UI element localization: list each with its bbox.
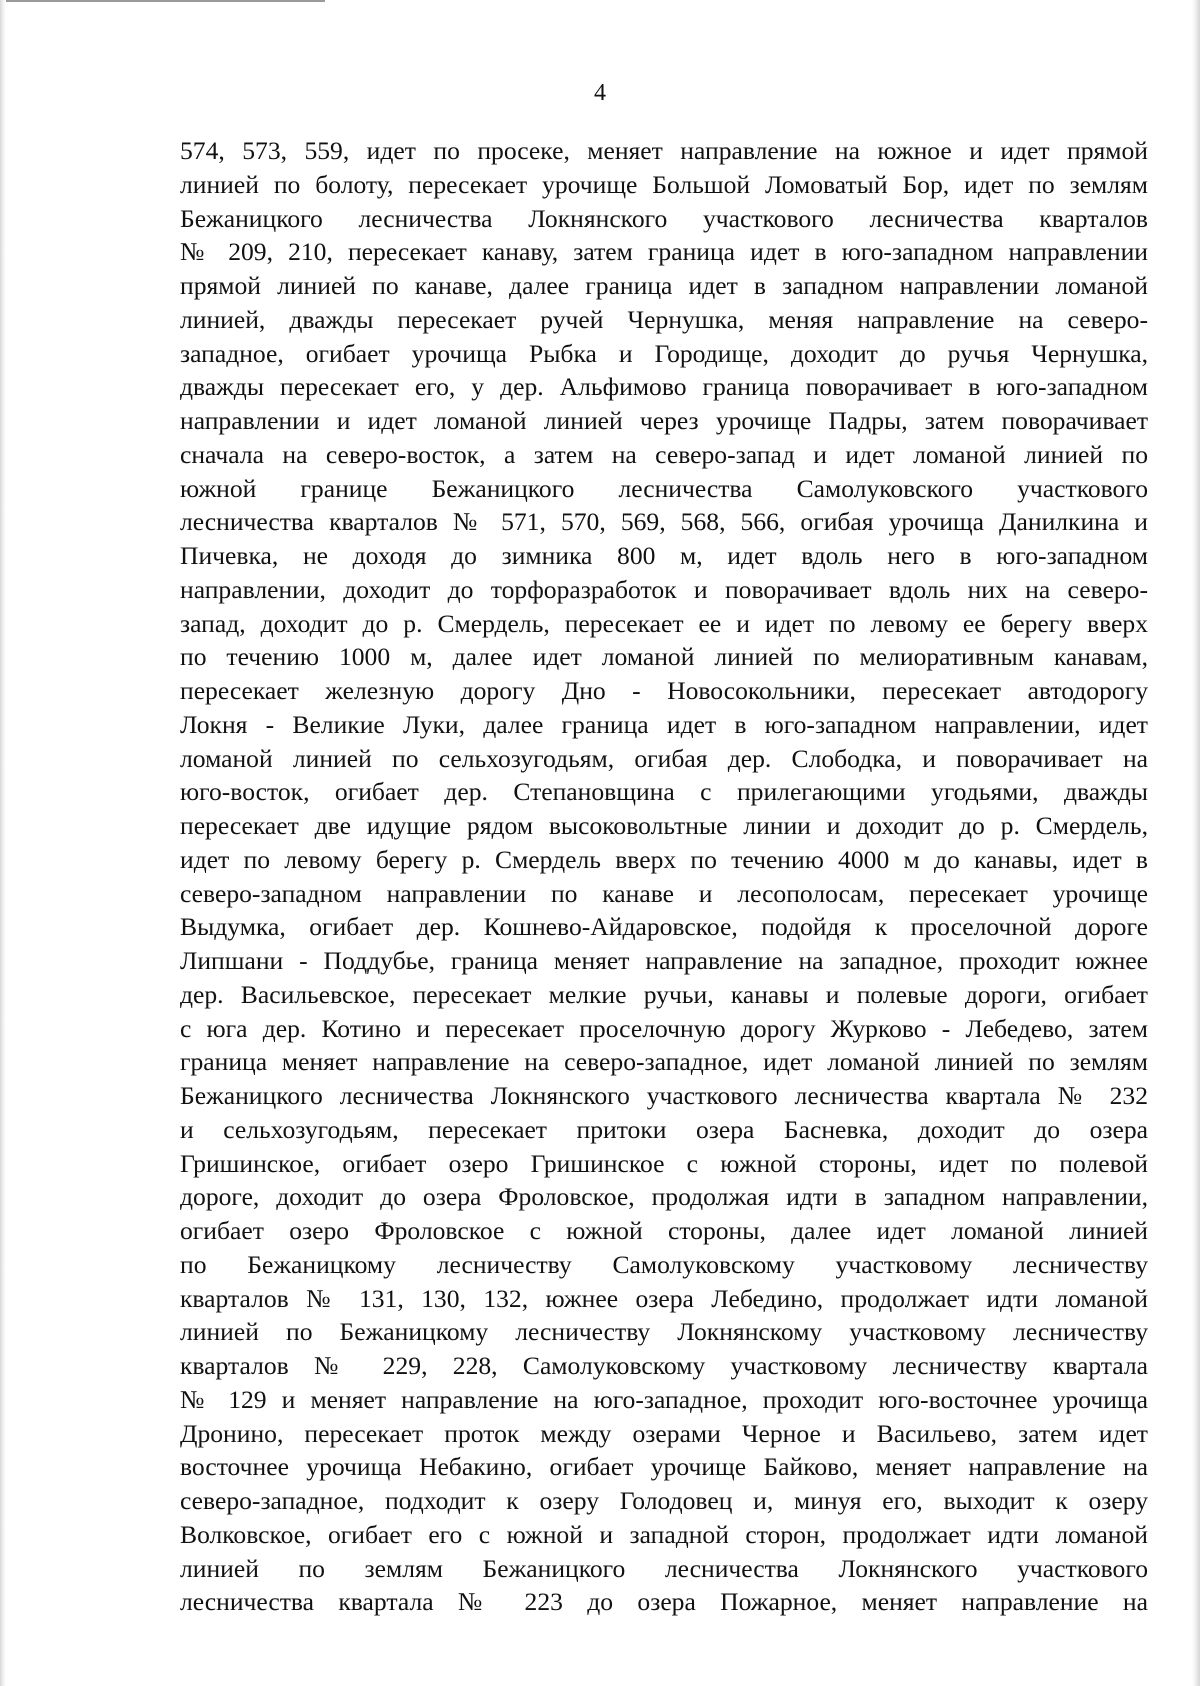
text-line: линией по Бежаницкому лесничеству Локнянскому участковому лесничеству — [180, 1317, 1148, 1347]
text-line: и сельхозугодьям, пересекает притоки озера Басневка, доходит до озера — [180, 1114, 1148, 1144]
text-line: Выдумка, огибает дер. Кошнево-Айдаровское, подойдя к проселочной дороге — [180, 912, 1148, 942]
text-line: линией, дважды пересекает ручей Чернушка, меняя направление на северо- — [180, 304, 1148, 334]
scan-edge-top — [0, 0, 325, 2]
text-line: № 129 и меняет направление на юго-западное, проходит юго-восточнее урочища — [180, 1384, 1148, 1414]
text-line: с юга дер. Котино и пересекает проселочную дорогу Журково - Лебедево, затем — [180, 1013, 1148, 1043]
text-line: северо-западном направлении по канаве и лесополосам, пересекает урочище — [180, 878, 1148, 908]
text-line: юго-восток, огибает дер. Степановщина с прилегающими угодьями, дважды — [180, 777, 1148, 807]
text-line: кварталов № 131, 130, 132, южнее озера Лебедино, продолжает идти ломаной — [180, 1283, 1148, 1313]
body-text — [180, 134, 1148, 1619]
text-line: лесничества квартала № 223 до озера Пожарное, меняет направление на — [180, 1587, 1148, 1617]
text-line: сначала на северо-восток, а затем на северо-запад и идет ломаной линией по — [180, 439, 1148, 469]
text-line: по течению 1000 м, далее идет ломаной линией по мелиоративным канавам, — [180, 642, 1148, 672]
text-line: западное, огибает урочища Рыбка и Городище, доходит до ручья Чернушка, — [180, 338, 1148, 368]
page-number: 4 — [594, 80, 606, 106]
text-line: Бежаницкого лесничества Локнянского участкового лесничества кварталов — [180, 203, 1148, 233]
scan-edge-right — [1192, 0, 1200, 1686]
text-line: лесничества кварталов № 571, 570, 569, 568, 566, огибая урочища Данилкина и — [180, 507, 1148, 537]
text-line: южной границе Бежаницкого лесничества Самолуковского участкового — [180, 473, 1148, 503]
text-line: граница меняет направление на северо-западное, идет ломаной линией по землям — [180, 1047, 1148, 1077]
text-line: дороге, доходит до озера Фроловское, продолжая идти в западном направлении, — [180, 1182, 1148, 1212]
text-line: Локня - Великие Луки, далее граница идет в юго-западном направлении, идет — [180, 709, 1148, 739]
text-line: линией по болоту, пересекает урочище Большой Ломоватый Бор, идет по землям — [180, 169, 1148, 199]
text-line: прямой линией по канаве, далее граница идет в западном направлении ломаной — [180, 271, 1148, 300]
scan-edge-left — [0, 0, 6, 1686]
text-line: Бежаницкого лесничества Локнянского участкового лесничества квартала № 232 — [180, 1081, 1148, 1110]
text-line: дер. Васильевское, пересекает мелкие ручьи, канавы и полевые дороги, огибает — [180, 979, 1148, 1009]
text-line: Дронино, пересекает проток между озерами Черное и Васильево, затем идет — [180, 1418, 1148, 1448]
text-line: Липшани - Поддубье, граница меняет направление на западное, проходит южнее — [180, 946, 1148, 975]
text-line: Гришинское, огибает озеро Гришинское с южной стороны, идет по полевой — [180, 1148, 1148, 1178]
text-line: по Бежаницкому лесничеству Самолуковскому участковому лесничеству — [180, 1249, 1148, 1279]
text-line: № 209, 210, пересекает канаву, затем граница идет в юго-западном направлении — [180, 237, 1148, 267]
text-line: восточнее урочища Небакино, огибает урочище Байково, меняет направление на — [180, 1452, 1148, 1482]
text-line: ломаной линией по сельхозугодьям, огибая дер. Слободка, и поворачивает на — [180, 743, 1148, 773]
text-line: линией по землям Бежаницкого лесничества Локнянского участкового — [180, 1553, 1148, 1583]
text-line: пересекает железную дорогу Дно - Новосокольники, пересекает автодорогу — [180, 676, 1148, 705]
text-line: кварталов № 229, 228, Самолуковскому участковому лесничеству квартала — [180, 1351, 1148, 1380]
text-line: направлении, доходит до торфоразработок и поворачивает вдоль них на северо- — [180, 574, 1148, 604]
text-line: Пичевка, не доходя до зимника 800 м, идет вдоль него в юго-западном — [180, 541, 1148, 570]
text-line: запад, доходит до р. Смердель, пересекает ее и идет по левому ее берегу вверх — [180, 608, 1148, 638]
text-line: дважды пересекает его, у дер. Альфимово граница поворачивает в юго-западном — [180, 372, 1148, 402]
text-line: северо-западное, подходит к озеру Голодовец и, минуя его, выходит к озеру — [180, 1486, 1148, 1515]
text-line: Волковское, огибает его с южной и западной сторон, продолжает идти ломаной — [180, 1519, 1148, 1549]
text-line: идет по левому берегу р. Смердель вверх по течению 4000 м до канавы, идет в — [180, 844, 1148, 874]
text-line: огибает озеро Фроловское с южной стороны, далее идет ломаной линией — [180, 1216, 1148, 1245]
text-line: пересекает две идущие рядом высоковольтные линии и доходит до р. Смердель, — [180, 811, 1148, 840]
text-line: направлении и идет ломаной линией через урочище Падры, затем поворачивает — [180, 406, 1148, 435]
text-line: 574, 573, 559, идет по просеке, меняет направление на южное и идет прямой — [180, 136, 1148, 165]
